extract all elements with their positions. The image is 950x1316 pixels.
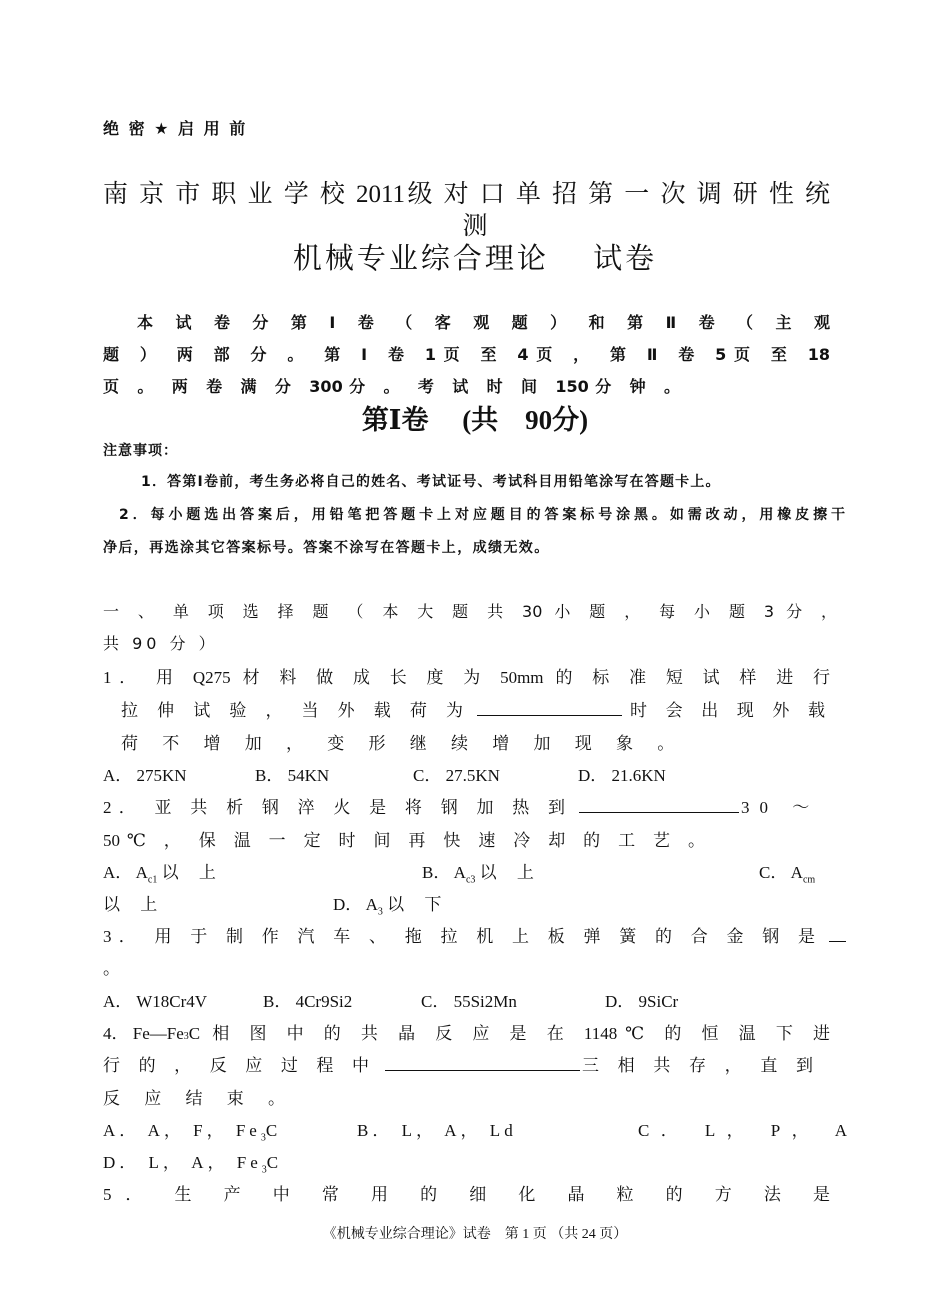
intro-line1: 本 试 卷 分 第 Ⅰ 卷 （ 客 观 题 ） 和 第 Ⅱ 卷 （ 主 观	[137, 313, 830, 332]
q1-answer-blank	[477, 698, 622, 716]
q1-option-d: D． 21.6KN	[578, 766, 666, 785]
q2-answer-blank	[579, 795, 739, 813]
exam-subtitle: 机械专业综合理论 试卷	[292, 241, 658, 275]
q4-option-c: C． L， P， A	[638, 1121, 847, 1140]
q2-option-c-cont: 以 上	[103, 895, 166, 914]
q1-line2-text-b: 时 会 出 现 外 载	[630, 701, 825, 720]
intro-line2: 题 ） 两 部 分 。 第 Ⅰ 卷 1页 至 4页 ， 第 Ⅱ 卷 5页 至 18	[103, 345, 830, 364]
q2-option-a: A． $A_{c1}$ 以 上	[103, 863, 224, 886]
q3-option-c: C． 55Si2Mn	[421, 992, 517, 1011]
q3-line1-text: 3． 用 于 制 作 汽 车 、 拖 拉 机 上 板 弹 簧 的 合 金 钢 是	[103, 927, 815, 946]
q4-option-b: B． L， A， Ld	[357, 1121, 517, 1140]
q3-option-d: D． 9SiCr	[605, 992, 679, 1011]
q4-answer-blank	[385, 1053, 580, 1071]
section-heading: 第Ⅰ卷 (共 90分)	[361, 405, 589, 435]
notes-label: 注意事项：	[103, 443, 178, 459]
q3-line1	[103, 922, 846, 947]
q1-line1: 1． 用 Q275 材 料 做 成 长 度 为 50mm 的 标 准 短 试 样 进 行	[103, 668, 830, 687]
q4-line1: 4． Fe—Fe $_3$ C 相 图 中 的 共 晶 反 应 是 在 1148℃ 的 恒 温 下 进	[103, 1024, 830, 1043]
q2-line2: 50℃ ， 保 温 一 定 时 间 再 快 速 冷 却 的 工 艺 。	[103, 831, 705, 850]
q4-line2-text-a: 行 的 ， 反 应 过 程 中	[103, 1056, 369, 1075]
note-item-2-line2: 净后，再选涂其它答案标号。答案不涂写在答题卡上，成绩无效。	[103, 540, 550, 556]
q2-line1-text-b: 30 ～	[741, 798, 820, 817]
exam-title-line2: 测	[462, 213, 488, 240]
q1-option-a: A． 275KN	[103, 766, 187, 785]
q4-line2-text-b: 三 相 共 存 ， 直 到	[582, 1056, 813, 1075]
q4-line3: 反 应 结 束 。	[103, 1089, 295, 1108]
confidential-label: 绝 密 ★ 启 用 前	[103, 119, 248, 138]
q3-option-a: A． W18Cr4V	[103, 992, 208, 1011]
q5-line1: 5． 生 产 中 常 用 的 细 化 晶 粒 的 方 法 是	[103, 1185, 830, 1204]
page-footer: 《机械专业综合理论》试卷 第 1 页 （共 24 页）	[322, 1227, 628, 1242]
exam-title-line1: 南 京 市 职 业 学 校 2011级 对 口 单 招 第 一 次 调 研 性 统	[103, 181, 830, 208]
q1-line2-text-a: 拉 伸 试 验 ， 当 外 载 荷 为	[121, 701, 463, 720]
q3-option-b: B． 4Cr9Si2	[263, 992, 353, 1011]
q1-option-b: B． 54KN	[255, 766, 330, 785]
q4-option-d: D． L， A， $Fe_3C$	[103, 1153, 283, 1176]
q4-option-a: A． A， F， $Fe_3C$	[103, 1121, 282, 1144]
q3-answer-blank	[829, 924, 846, 942]
q4-line2	[103, 1051, 813, 1076]
note-item-2-line1: 2．每小题选出答案后，用铅笔把答题卡上对应题目的答案标号涂黑。如需改动，用橡皮擦干	[119, 507, 845, 523]
part1-heading-line2: 共 90 分 ）	[103, 634, 219, 653]
q1-line3: 荷 不 增 加 ， 变 形 继 续 增 加 现 象 。	[121, 734, 685, 753]
q2-line1	[103, 793, 819, 818]
note-item-1: 1．答第Ⅰ卷前，考生务必将自己的姓名、考试证号、考试科目用铅笔涂写在答题卡上。	[141, 474, 721, 490]
q1-line2	[121, 696, 830, 721]
q2-option-b: B． $A_{c3}$ 以 上	[422, 863, 542, 886]
q2-option-c: C． $A_{cm}$	[759, 863, 816, 886]
q1-option-c: C． 27.5KN	[413, 766, 500, 785]
intro-line3: 页 。 两 卷 满 分 300分 。 考 试 时 间 150分 钟 。	[103, 377, 680, 396]
q2-line1-text-a: 2． 亚 共 析 钢 淬 火 是 将 钢 加 热 到	[103, 798, 565, 817]
q3-line2: 。	[103, 959, 120, 978]
part1-heading-line1: 一 、 单 项 选 择 题 （ 本 大 题 共 30 小 题 ， 每 小 题 3 分 ，	[103, 602, 837, 621]
q2-option-d: D． $A_3$ 以 下	[333, 895, 450, 918]
